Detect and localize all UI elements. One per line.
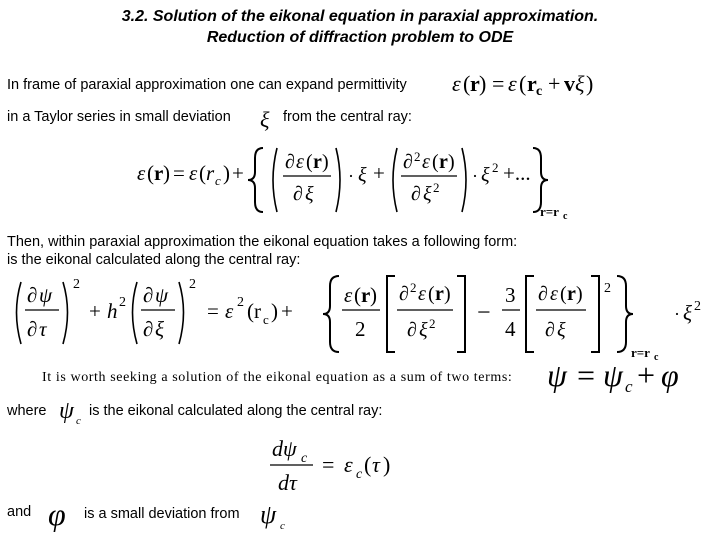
psi-c-symbol: [57, 394, 89, 428]
svg-text:r=r: r=r: [631, 345, 650, 360]
svg-text:(: (: [354, 283, 361, 307]
where-description-text: is the eikonal calculated along the central ray:: [89, 403, 383, 419]
svg-text:ε: ε: [452, 71, 461, 96]
svg-text:r: r: [154, 161, 164, 185]
svg-text:ξ: ξ: [423, 183, 432, 205]
svg-text:): ): [576, 283, 583, 305]
svg-text:τ: τ: [372, 452, 380, 477]
svg-text:∂: ∂: [407, 319, 417, 341]
svg-text:): ): [370, 283, 377, 307]
svg-text:·: ·: [472, 166, 478, 186]
svg-text:ε: ε: [508, 71, 517, 96]
svg-text:ε: ε: [418, 283, 426, 305]
svg-text:4: 4: [505, 317, 516, 341]
psi-sum-formula: [545, 354, 695, 396]
svg-text:2: 2: [604, 281, 611, 296]
svg-text:c: c: [76, 415, 81, 427]
svg-text:dψ: dψ: [272, 436, 297, 461]
paraxial-eikonal-equation: [5, 270, 717, 365]
svg-text:ξ: ξ: [260, 107, 270, 132]
svg-text:ε: ε: [296, 151, 304, 173]
svg-text:ξ: ξ: [358, 164, 367, 186]
and-description-text: is a small deviation from: [84, 506, 240, 522]
svg-text:·: ·: [348, 166, 354, 186]
svg-text:c: c: [280, 520, 285, 532]
svg-text:∂: ∂: [27, 283, 38, 307]
svg-text:(: (: [428, 283, 435, 305]
svg-text:2: 2: [433, 180, 440, 195]
svg-text:−: −: [477, 300, 491, 326]
svg-text:r: r: [361, 283, 371, 307]
svg-text:∂: ∂: [285, 151, 295, 173]
svg-text:2: 2: [492, 160, 499, 175]
svg-text:): ): [479, 71, 487, 96]
svg-text:): ): [444, 283, 451, 305]
svg-text:ξ: ξ: [481, 164, 490, 186]
where-text: where: [7, 403, 47, 419]
then-text-line2: is the eikonal calculated along the central ray:: [7, 252, 301, 268]
permittivity-expansion-formula: [450, 66, 610, 100]
svg-text:=: =: [207, 299, 219, 323]
svg-text:ψ: ψ: [59, 398, 74, 424]
svg-text:+: +: [89, 299, 101, 323]
slide-title-line1: 3.2. Solution of the eikonal equation in paraxial approximation.: [121, 8, 599, 25]
svg-text:2: 2: [237, 295, 244, 310]
svg-text:c: c: [263, 312, 269, 327]
svg-text:ψ: ψ: [603, 357, 623, 393]
svg-text:r: r: [254, 299, 261, 323]
svg-text:3: 3: [505, 283, 516, 307]
svg-text:): ): [271, 299, 278, 323]
svg-text:h: h: [107, 299, 118, 323]
svg-text:c: c: [536, 84, 543, 99]
svg-text:ε: ε: [344, 452, 353, 477]
svg-text:2: 2: [119, 295, 126, 310]
svg-text:v: v: [564, 71, 575, 96]
svg-text:ψ: ψ: [155, 283, 169, 307]
svg-text:(: (: [147, 161, 154, 185]
svg-text:+: +: [373, 161, 385, 185]
svg-text:r: r: [470, 71, 480, 96]
svg-text:∂: ∂: [399, 283, 409, 305]
svg-text:ξ: ξ: [683, 301, 692, 325]
svg-text:): ): [322, 151, 329, 173]
psi-c-symbol-end: [258, 497, 292, 533]
intro-text-line1: In frame of paraxial approximation one can expand permittivity: [7, 77, 407, 93]
svg-text:∂: ∂: [403, 151, 413, 173]
svg-text:(: (: [519, 71, 527, 96]
svg-text:): ): [383, 452, 391, 477]
svg-text:ξ: ξ: [419, 319, 428, 341]
svg-text:r: r: [439, 151, 448, 173]
svg-text:r: r: [567, 283, 576, 305]
psi-c-ode-formula: [268, 428, 418, 498]
svg-text:∂: ∂: [411, 183, 421, 205]
then-text-line1: Then, within paraxial approximation the eikonal equation takes a following form:: [7, 234, 518, 250]
svg-text:=: =: [173, 161, 185, 185]
svg-text:∂: ∂: [143, 317, 154, 341]
svg-text:(: (: [364, 452, 372, 477]
svg-text:2: 2: [355, 317, 366, 341]
svg-text:∂: ∂: [27, 317, 38, 341]
svg-text:=: =: [492, 71, 505, 96]
svg-text:ψ: ψ: [547, 357, 567, 393]
svg-text:2: 2: [429, 316, 436, 331]
xi-symbol: [256, 102, 280, 134]
svg-text:r: r: [206, 161, 215, 185]
svg-text:2: 2: [694, 299, 701, 314]
svg-text:+: +: [637, 357, 656, 393]
svg-text:r: r: [313, 151, 322, 173]
svg-text:r: r: [527, 71, 537, 96]
svg-text:ε: ε: [344, 283, 353, 307]
taylor-expansion-formula: [135, 140, 585, 220]
svg-text:(: (: [560, 283, 567, 305]
svg-text:c: c: [356, 467, 363, 482]
svg-text:=: =: [322, 452, 335, 477]
svg-text:=: =: [577, 357, 596, 393]
svg-text:c: c: [654, 352, 659, 363]
svg-text:∂: ∂: [545, 319, 555, 341]
svg-text:ξ: ξ: [155, 317, 164, 341]
intro-text-line2-start: in a Taylor series in small deviation: [7, 109, 231, 125]
slide-title-line2: Reduction of diffraction problem to ODE: [206, 29, 514, 46]
svg-text:(: (: [306, 151, 313, 173]
svg-text:ε: ε: [189, 161, 198, 185]
svg-text:ξ: ξ: [575, 71, 585, 96]
svg-text:): ): [223, 161, 230, 185]
svg-text:dτ: dτ: [278, 470, 297, 495]
svg-text:): ): [163, 161, 170, 185]
svg-text:ξ: ξ: [557, 319, 566, 341]
svg-text:c: c: [563, 211, 568, 220]
svg-text:φ: φ: [661, 357, 679, 393]
svg-text:ψ: ψ: [260, 500, 277, 529]
phi-symbol: [46, 495, 82, 535]
svg-text:r: r: [435, 283, 444, 305]
svg-text:ε: ε: [550, 283, 558, 305]
svg-text:2: 2: [189, 277, 196, 292]
svg-text:c: c: [625, 377, 633, 396]
svg-text:c: c: [301, 451, 308, 466]
intro-text-line2-end: from the central ray:: [283, 109, 412, 125]
svg-text:): ): [448, 151, 455, 173]
svg-text:∂: ∂: [143, 283, 154, 307]
seek-solution-text: It is worth seeking a solution of the eikonal equation as a sum of two terms:: [42, 370, 513, 385]
svg-text:+: +: [232, 161, 244, 185]
svg-text:ε: ε: [422, 151, 430, 173]
svg-text:ξ: ξ: [305, 183, 314, 205]
svg-text:2: 2: [410, 280, 417, 295]
svg-text:τ: τ: [39, 317, 47, 341]
svg-text:(: (: [247, 299, 254, 323]
svg-text:r=r: r=r: [540, 204, 559, 219]
svg-text:(: (: [199, 161, 206, 185]
svg-text:+: +: [281, 299, 293, 323]
svg-text:φ: φ: [48, 496, 66, 532]
and-text: and: [7, 504, 32, 520]
svg-text:): ): [586, 71, 594, 96]
svg-text:ε: ε: [137, 161, 146, 185]
svg-text:ε: ε: [225, 299, 234, 323]
svg-text:ψ: ψ: [39, 283, 53, 307]
svg-text:2: 2: [73, 277, 80, 292]
svg-text:(: (: [463, 71, 471, 96]
svg-text:c: c: [215, 173, 221, 188]
svg-text:2: 2: [414, 149, 421, 164]
svg-text:(: (: [432, 151, 439, 173]
svg-text:·: ·: [674, 304, 680, 324]
svg-text:+...: +...: [503, 161, 531, 185]
svg-text:∂: ∂: [538, 283, 548, 305]
svg-text:∂: ∂: [293, 183, 303, 205]
svg-text:+: +: [548, 71, 561, 96]
